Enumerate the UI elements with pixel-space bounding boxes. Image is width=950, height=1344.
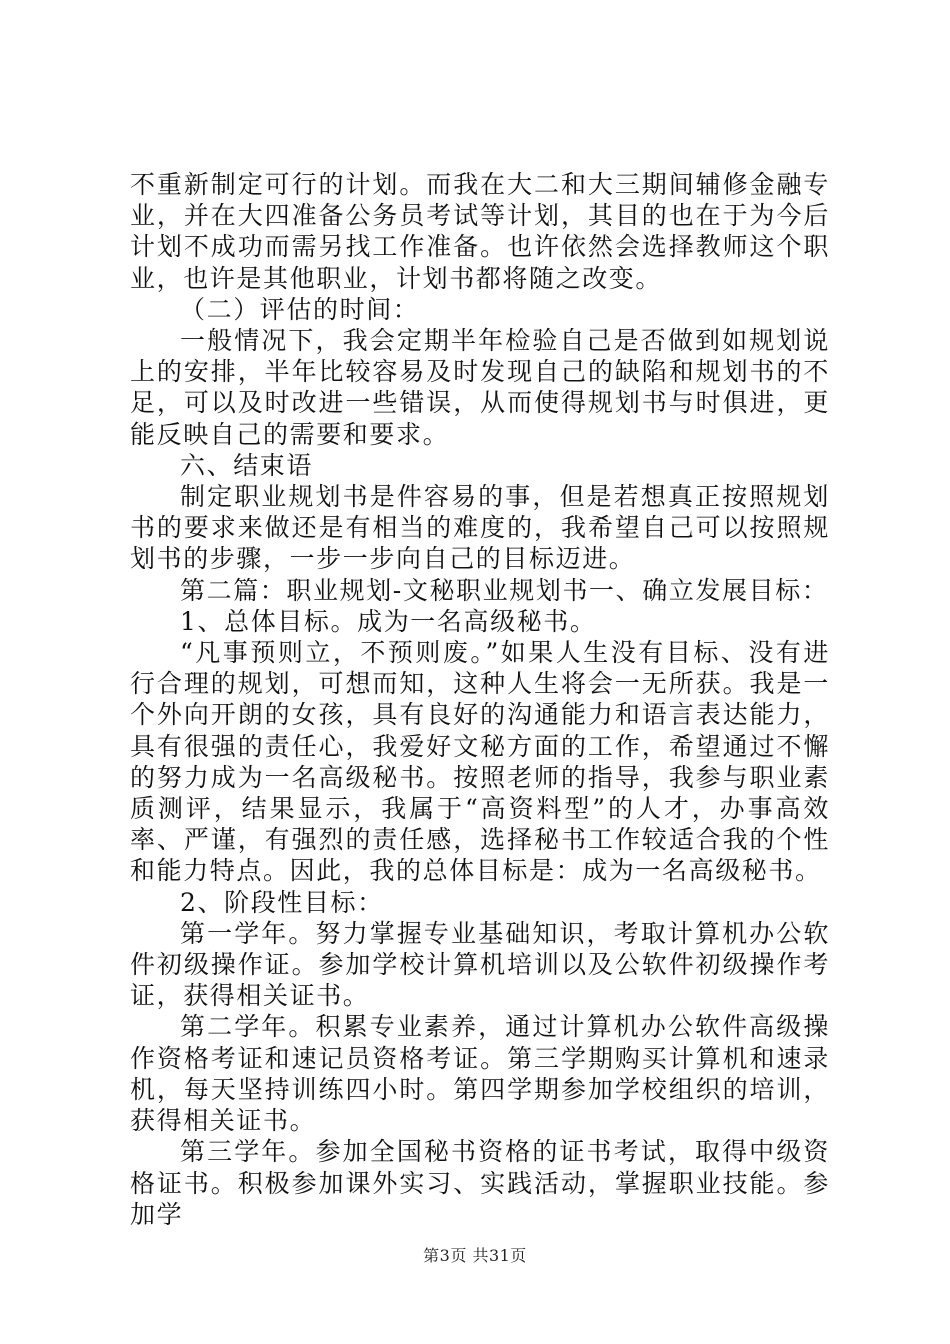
paragraph: 1、总体目标。成为一名高级秘书。 bbox=[180, 606, 597, 636]
paragraph: 第一学年。努力掌握专业基础知识，考取计算机办公软件初级操作证。参加学校计算机培训以及公软件初级操作考证，获得相关证书。 bbox=[130, 918, 830, 1011]
paragraph: 第三学年。参加全国秘书资格的证书考试，取得中级资格证书。积极参加课外实习、实践活动，掌握职业技能。参加学 bbox=[130, 1137, 830, 1229]
paragraph: 制定职业规划书是件容易的事，但是若想真正按照规划书的要求来做还是有相当的难度的，我希望自己可以按照规划书的步骤，一步一步向自己的目标迈进。 bbox=[130, 482, 830, 574]
paragraph: 一般情况下，我会定期半年检验自己是否做到如规划说上的安排，半年比较容易及时发现自己的缺陷和规划书的不足，可以及时改进一些错误，从而使得规划书与时俱进，更能反映自己的需要和要求。 bbox=[130, 326, 830, 449]
paragraph: “凡事预则立，不预则废。”如果人生没有目标、没有进行合理的规划，可想而知，这种人生将会一无所获。我是一个外向开朗的女孩，具有良好的沟通能力和语言表达能力，具有很强的责任心，我爱好文秘方面的工作，希望通过不懈的努力成为一名高级秘书。按照老师的指导，我参与职业素质测评，结果显示，我属于“高资料型”的人才，办事高效率、严谨，有强烈的责任感，选择秘书工作较适合我的个性和能力特点。因此，我的总体目标是：成为一名高级秘书。 bbox=[130, 638, 830, 886]
document-body bbox=[130, 169, 830, 1230]
section-heading: 第二篇：职业规划-文秘职业规划书一、确立发展目标： bbox=[180, 575, 829, 605]
paragraph: 不重新制定可行的计划。而我在大二和大三期间辅修金融专业，并在大四准备公务员考试等计划，其目的也在于为今后计划不成功而需另找工作准备。也许依然会选择教师这个职业，也许是其他职业，计划书都将随之改变。 bbox=[130, 170, 830, 293]
page-footer: 第3页 共31页 bbox=[423, 1246, 527, 1265]
paragraph: 第二学年。积累专业素养，通过计算机办公软件高级操作资格考证和速记员资格考证。第三学期购买计算机和速录机，每天坚持训练四小时。第四学期参加学校组织的培训，获得相关证书。 bbox=[130, 1012, 830, 1136]
paragraph: 2、阶段性目标： bbox=[180, 887, 384, 917]
paragraph: （二）评估的时间： bbox=[180, 294, 420, 324]
section-heading: 六、结束语 bbox=[180, 450, 314, 480]
